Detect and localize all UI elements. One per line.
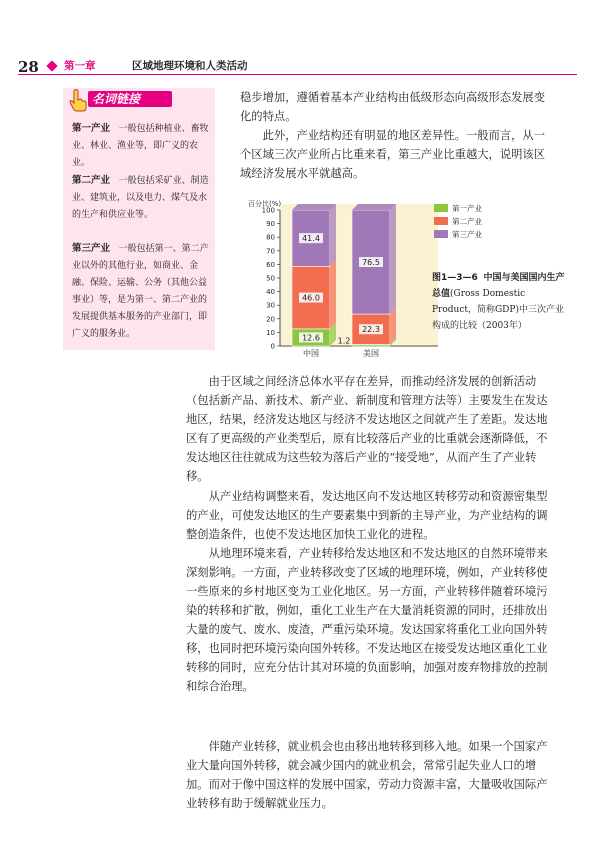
figure-title: 中国与美国国内生产总值: [432, 273, 565, 299]
bar-segment-top: [352, 204, 396, 210]
legend-swatch: [434, 204, 448, 212]
paragraph: 由于区域之间经济总体水平存在差异，而推动经济发展的创新活动（包括新产品、新技术、新产业、新制度和管理方法等）主要发生在发达地区，结果，经济发达地区与经济不发达地区之间就产生了差距。发达地区有了更高级的产业类型后，原有比较落后产业的比重就会逐渐降低，不发达地区往往就成为这些较为落后产业的“接受地”，从而产生了产业转移。: [186, 375, 548, 483]
data-label: 76.5: [362, 258, 380, 268]
diamond-icon: [46, 60, 57, 71]
term-definition: 一般包括第一、第二产业以外的其他行业，如商业、金融、保险、运输、公务（其他公益事业）等，是为第一、第二产业的发展提供基本服务的产业部门，即广义的服务业。: [72, 244, 209, 339]
term-name: 第二产业: [72, 175, 111, 186]
y-tick-label: 0: [270, 342, 275, 351]
data-label: 41.4: [302, 234, 320, 244]
legend-swatch: [434, 230, 448, 238]
paragraph: 此外，产业结构还有明显的地区差异性。一般而言，从一个区域三次产业所占比重来看，第三产业比重越大，说明该区域经济发展水平就越高。: [240, 129, 546, 180]
legend-label: 第一产业: [452, 204, 482, 213]
data-label: 12.6: [302, 333, 320, 343]
chapter-label: 第一章: [64, 60, 96, 72]
data-label: 1.2: [337, 336, 351, 346]
bar-segment-side: [330, 204, 336, 266]
paragraph: 伴随产业转移，就业机会也由移出地转移到移入地。如果一个国家产业大量向国外转移，就会减少国内的就业机会，常常引起失业人口的增加。而对于像中国这样的发展中国家，劳动力资源丰富，大量吸收国际产业转移有助于缓解就业压力。: [186, 740, 548, 810]
y-tick-label: 50: [266, 274, 275, 283]
figure-caption-detail: (Gross Domestic Product，简称GDP)中三次产业构成的比较（2003年）: [432, 289, 564, 331]
y-tick-label: 30: [266, 301, 275, 310]
y-tick-label: 100: [261, 206, 275, 215]
header-rule: [18, 74, 577, 75]
figure-number: 图1—3—6: [432, 273, 478, 283]
glossary-term-tertiary: [72, 240, 212, 343]
term-definition: 一般包括种植业、畜牧业、林业、渔业等，即广义的农业。: [72, 124, 209, 168]
bar-segment-top: [292, 204, 336, 210]
legend-swatch: [434, 217, 448, 225]
paragraph: 从地理环境来看，产业转移给发达地区和不发达地区的自然环境带来深刻影响。一方面，产业转移改变了区域的地理环境，例如，产业转移使一些原来的乡村地区变为工业化地区。另一方面，产业转移伴随着环境污染的转移和扩散，例如，重化工业生产在大量消耗资源的同时，还排放出大量的废气、废水、废渣，严重污染环境。发达国家将重化工业向国外转移，也同时把环境污染向国外转移。不发达地区在接受发达地区重化工业转移的同时，应充分估计其对环境的负面影响，加强对废弃物排放的控制和综合治理。: [186, 547, 548, 693]
y-tick-label: 40: [266, 288, 275, 297]
figure-caption: [432, 270, 572, 334]
legend-label: 第三产业: [452, 230, 482, 239]
glossary-title: 名词链接: [88, 91, 172, 107]
y-tick-label: 20: [266, 315, 275, 324]
data-label: 22.3: [362, 325, 380, 335]
y-axis-label: 百分比(%): [248, 200, 282, 208]
y-tick-label: 60: [266, 260, 275, 269]
chapter-title: 区域地理环境和人类活动: [132, 60, 248, 72]
y-tick-label: 90: [266, 220, 275, 229]
y-tick-label: 10: [266, 328, 275, 337]
legend-label: 第二产业: [452, 217, 482, 226]
term-definition: 一般包括采矿业、制造业、建筑业，以及电力、煤气及水的生产和供应业等。: [72, 176, 209, 220]
bar-segment-side: [390, 308, 396, 344]
category-label: 中国: [303, 349, 319, 358]
category-label: 美国: [363, 349, 379, 358]
paragraph: 稳步增加，遵循着基本产业结构由低级形态向高级形态发展变化的特点。: [240, 91, 546, 123]
page-header: [0, 0, 595, 84]
paragraph: 从产业结构调整来看，发达地区向不发达地区转移劳动和资源密集型的产业，可使发达地区的生产要素集中到新的主导产业，为产业结构的调整创造条件，也使不发达地区加快工业化的进程。: [186, 490, 548, 541]
y-tick-label: 70: [266, 247, 275, 256]
glossary-term-primary: [72, 120, 212, 172]
y-tick-label: 80: [266, 233, 275, 242]
bar-segment-side: [330, 260, 336, 329]
pointing-hand-icon: [68, 88, 88, 112]
glossary-term-secondary: [72, 172, 212, 224]
page-number: 28: [18, 58, 39, 76]
glossary-header: [68, 88, 178, 112]
term-name: 第一产业: [72, 123, 111, 134]
bar-segment-side: [390, 204, 396, 314]
term-name: 第三产业: [72, 243, 111, 254]
data-label: 46.0: [302, 293, 320, 303]
